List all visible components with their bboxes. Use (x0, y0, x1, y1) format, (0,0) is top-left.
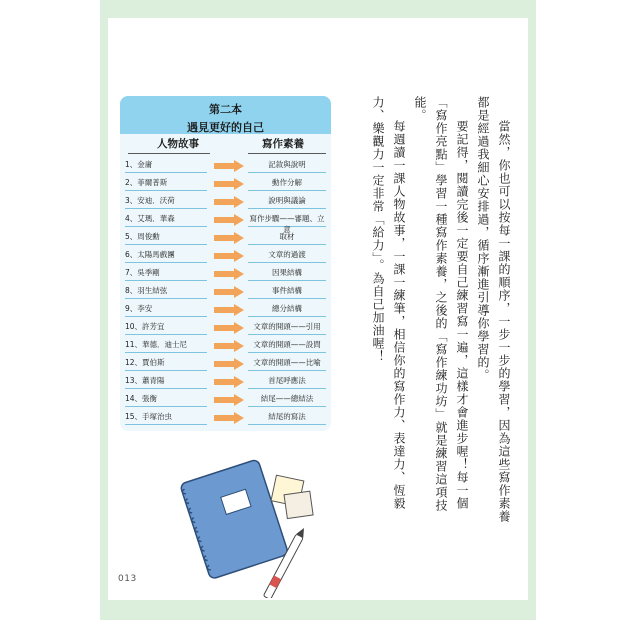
arrow-right-icon (214, 358, 244, 370)
table-title-line1: 第二本 (209, 103, 242, 116)
paragraph: 當然，你也可以按每一課的順序，一步一步的學習，因為這些寫作素養都是經過我細心安排過，循序漸進引導你學習的。 (476, 96, 511, 523)
table-row (120, 336, 331, 354)
arrow-right-icon (214, 394, 244, 406)
body-text (367, 96, 514, 526)
arrow-right-icon (214, 268, 244, 280)
column-divider-left (128, 153, 210, 154)
column-header-story: 人物故事 (157, 138, 199, 150)
arrow-right-icon (214, 160, 244, 172)
book-page (108, 18, 528, 600)
skill-cell: 取材 (248, 231, 326, 245)
table-row (120, 282, 331, 300)
story-cell: 13、蕭青陽 (125, 375, 207, 389)
story-cell: 8、羽生結弦 (125, 285, 207, 299)
story-cell: 11、華德．迪士尼 (125, 339, 207, 353)
skill-cell: 因果結構 (248, 267, 326, 281)
skill-cell: 結尾的寫法 (248, 411, 326, 425)
skill-cell: 記敘與說明 (248, 159, 326, 173)
paragraph: 每週讀一課人物故事，一課一練筆，相信你的寫作力、表達力、恆毅力、樂觀力一定非常「給力」。為自己加油喔！ (371, 96, 406, 510)
arrow-right-icon (214, 232, 244, 244)
skill-cell: 事件結構 (248, 285, 326, 299)
table-row (120, 174, 331, 192)
page-number: 013 (118, 574, 137, 584)
skill-cell: 首尾呼應法 (248, 375, 326, 389)
arrow-right-icon (214, 322, 244, 334)
skill-cell: 寫作步驟——審題、立意 (249, 214, 325, 234)
table-row (120, 246, 331, 264)
paragraph: 要記得，閱讀完後一定要自己練習寫一遍，這樣才會進步喔！每一個「寫作亮點」學習一種寫作素養，之後的「寫作練功坊」就是練習這項技能。 (413, 96, 469, 512)
table-row (120, 318, 331, 336)
table-row (120, 408, 331, 426)
story-cell: 9、李安 (125, 303, 207, 317)
skill-cell: 文章的開頭——設問 (248, 339, 326, 353)
table-row (120, 300, 331, 318)
arrow-right-icon (214, 340, 244, 352)
story-cell: 1、金庸 (125, 159, 207, 173)
table-row (120, 372, 331, 390)
notebook-illustration (168, 438, 328, 598)
skill-cell: 文章的過渡 (248, 249, 326, 263)
story-cell: 15、手塚治虫 (125, 411, 207, 425)
table-row (120, 354, 331, 372)
story-cell: 2、菲爾普斯 (125, 177, 207, 191)
skill-cell: 文章的開頭——比喻 (248, 357, 326, 371)
skill-cell: 總分結構 (248, 303, 326, 317)
course-table (120, 96, 331, 431)
story-cell: 6、太陽馬戲團 (125, 249, 207, 263)
arrow-right-icon (214, 214, 244, 226)
arrow-right-icon (214, 250, 244, 262)
table-row (120, 264, 331, 282)
skill-cell: 動作分解 (248, 177, 326, 191)
arrow-right-icon (214, 376, 244, 388)
arrow-right-icon (214, 178, 244, 190)
notebook-pen-icon (168, 438, 328, 598)
story-cell: 7、吳季剛 (125, 267, 207, 281)
arrow-right-icon (214, 304, 244, 316)
story-cell: 4、艾瑪．華森 (125, 213, 207, 227)
table-row (120, 390, 331, 408)
arrow-right-icon (214, 286, 244, 298)
column-divider-right (248, 153, 326, 154)
table-row (120, 210, 331, 234)
skill-cell: 結尾——總結法 (248, 393, 326, 407)
table-column-headers (120, 134, 331, 156)
table-row (120, 228, 331, 246)
story-cell: 10、許芳宜 (125, 321, 207, 335)
skill-cell: 說明與議論 (248, 195, 326, 209)
story-cell: 5、周俊勳 (125, 231, 207, 245)
column-header-skill: 寫作素養 (262, 138, 304, 150)
arrow-right-icon (214, 412, 244, 424)
table-row (120, 156, 331, 174)
arrow-right-icon (214, 196, 244, 208)
table-row (120, 192, 331, 210)
story-cell: 12、賈伯斯 (125, 357, 207, 371)
story-cell: 14、張衡 (125, 393, 207, 407)
table-rows (120, 156, 331, 426)
table-header (120, 96, 331, 134)
skill-cell: 文章的開頭——引用 (248, 321, 326, 335)
table-title-line2: 遇見更好的自己 (187, 121, 264, 134)
story-cell: 3、安迪．沃荷 (125, 195, 207, 209)
